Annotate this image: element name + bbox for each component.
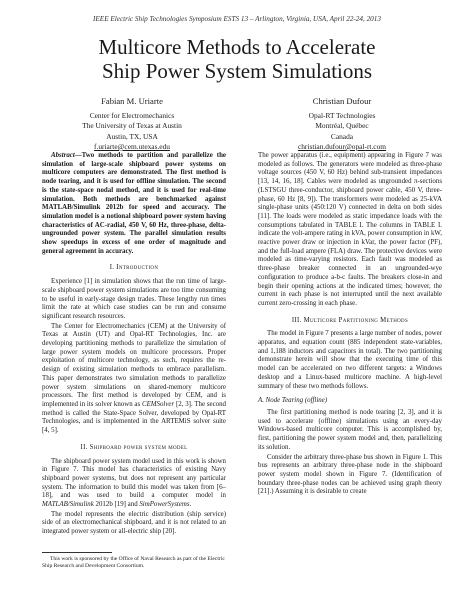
multicore-paragraph-3: Consider the arbitrary three-phase bus shown in Figure 1. This bus represents an arbitrary three-phase node in the shipboard power system model shown in Figure 7. (Identification of boundary three-phase nodes can be achieved using graph theory [21].) Assuming it is desirable to create [258, 453, 442, 496]
abstract-lead: Abstract [51, 152, 75, 159]
intro-p2-emphasis: CEMSolver [141, 400, 175, 408]
author-affiliation-line: Center for Electromechanics [89, 111, 175, 121]
author-name: Fabian M. Uriarte [101, 96, 163, 106]
author-block-2 [262, 96, 422, 152]
subsection-heading-node-tearing: A. Node Tearing (offline) [258, 397, 328, 405]
right-column [258, 152, 442, 497]
abstract [42, 152, 226, 256]
shipboard-paragraph-1 [42, 458, 226, 510]
section-heading-introduction: I. Introduction [109, 264, 159, 272]
shipboard-p1-emphasis: MATLAB/Simulink [42, 501, 94, 509]
intro-paragraph-1: Experience [1] in simulation shows that the run time of large-scale shipboard power system simulations are too time consuming to be useful in early-stage design trades. These lengthy run times limit the rate at which case studies can be run and consume significant research resources. [42, 278, 226, 320]
shipboard-p1-emphasis-2: SimPowerSystems [139, 501, 190, 509]
footnote: This work is sponsored by the Office of Naval Research as part of the Electric Ship Research and Development Consortium. [42, 556, 225, 569]
author-email-link[interactable]: f.uriarte@cem.utexas.edu [94, 141, 170, 151]
left-column [42, 152, 226, 537]
section-heading-multicore: III. Multicore Partitioning Methods [291, 316, 409, 324]
multicore-paragraph-2: The first partitioning method is node tearing [2, 3], and it is used to accelerate (offline) simulations using an every-day Windows-based multicore computer. This is accomplished by, first, partitioning the power system model and, then, parallelizing its solution. [258, 408, 442, 451]
title-line-2: Ship Power System Simulations [101, 59, 373, 83]
multicore-paragraph-1: The model in Figure 7 presents a large number of nodes, power apparatus, and equation count (885 independent state-variables, and 1,188 inductors and capacitors in total). The two partitioning demonstrate herein will show that the executing time of this model can be accelerated on two different targets: a Windows desktop and a Linux-based multicore machine. A high-level summary of these two methods follows. [258, 330, 442, 390]
author-block-1 [52, 96, 212, 152]
author-affiliation-line: The University of Texas at Austin [82, 121, 182, 131]
author-affiliation-line: Austin, TX, USA [106, 131, 158, 141]
author-affiliation-line: Montréal, Québec [315, 121, 369, 131]
paper-title [0, 35, 474, 83]
author-affiliation-line: Opal-RT Technologies [308, 111, 376, 121]
title-line-1: Multicore Methods to Accelerate [98, 35, 376, 59]
section-heading-shipboard: II. Shipboard power system model [80, 443, 188, 451]
apparatus-paragraph: The power apparatus (i.e., equipment) appearing in Figure 7 was modeled as follows. The generators were modeled as three-phase voltage sources (450 V, 60 Hz) behind sub-transient impedances [13, 14, 16, 18]. Cables were modeled as ungrounded π-sections (LSTSGU three-conductor, shipboard power cable, 450 V, three-phase, 60 Hz [8, 9]). The transformers were modeled as 25-kVA single-phase units (450:120 V) connected in delta on both sides [11]. The loads were modeled as static impedance loads with the consumptions tabulated in TABLE I. The columns in TABLE I. indicate the volt-ampere rating in kVA, power consumption in kW, reactive power draw or injection in kVar, the power factor (PF), and the full-load ampere (FLA) draw. The protective devices were modeled as time-varying resistors. Each fault was modeled as three-phase breaker connected in an ungrounded-wye configuration to produce a-b-c faults. The breakers close-in and begin their opening actions at the indicated times; however, the current in each phase is not interrupted until the next available current zero-crossing in each phase. [258, 152, 442, 307]
footnote-rule [42, 552, 112, 553]
shipboard-paragraph-2: The model represents the electric distribution (ship service) side of an electromechanical shipboard, and it is not related to an integrated power system or all-electric ship [20]. [42, 510, 226, 536]
shipboard-p1-text-end: . [189, 501, 192, 509]
author-email-link[interactable]: christian.dufour@opal-rt.com [297, 141, 387, 151]
abstract-text: —Two methods to partition and parallelize the simulation of large-scale shipboard power systems on multicore computers are demonstrated. The first method is node tearing, and it is used for offline simulation. The second is the state-space nodal method, and it is used for real-time simulation. Both methods are benchmarked against MATLAB/Simulink 2012b for speed and accuracy. The simulation model is a notional shipboard power system having characteristics of AC-radial, 450 V, 60 Hz, three-phase, delta-ungrounded power system. The parallel simulation results show speedups in excess of one order of magnitude and general agreement in accuracy. [42, 152, 226, 255]
intro-p2-text: The Center for Electromechanics (CEM) at the University of Texas at Austin (UT) and Opal-RT Technologies, Inc. are developing partitioning methods to parallelize the simulation of large power system models on multicore processors. Proper exploitation of multicore technology, as such, requires the re-design of existing simulation methods to embrace parallelism. This paper demonstrates two simulation methods to parallelize power system simulations on shared-memory multicore processors. The first method is developed by CEM, and is implemented in its solver known as [42, 322, 226, 408]
intro-paragraph-2 [42, 323, 226, 436]
author-name: Christian Dufour [312, 96, 372, 106]
intro-p2-text-end: [2, 3]. The second method is called the State-Space Solver, developed by Opal-RT Technologies, and is implemented in the ARTEMiS solver suite [4, 5]. [42, 400, 226, 435]
conference-header: IEEE Electric Ship Technologies Symposium ESTS 13 – Arlington, Virginia, USA, April 22-24, 2013 [93, 15, 381, 23]
author-affiliation-line: Canada [330, 131, 354, 141]
shipboard-p1-text-mid: 2012b [19] and [93, 501, 140, 509]
shipboard-p1-text: The shipboard power system model used in this work is shown in Figure 7. This model has characteristics of existing Navy shipboard power systems, but does not represent any particular system. The information to build this model was taken from [6–18], and was used to build a computer model in [42, 457, 226, 500]
